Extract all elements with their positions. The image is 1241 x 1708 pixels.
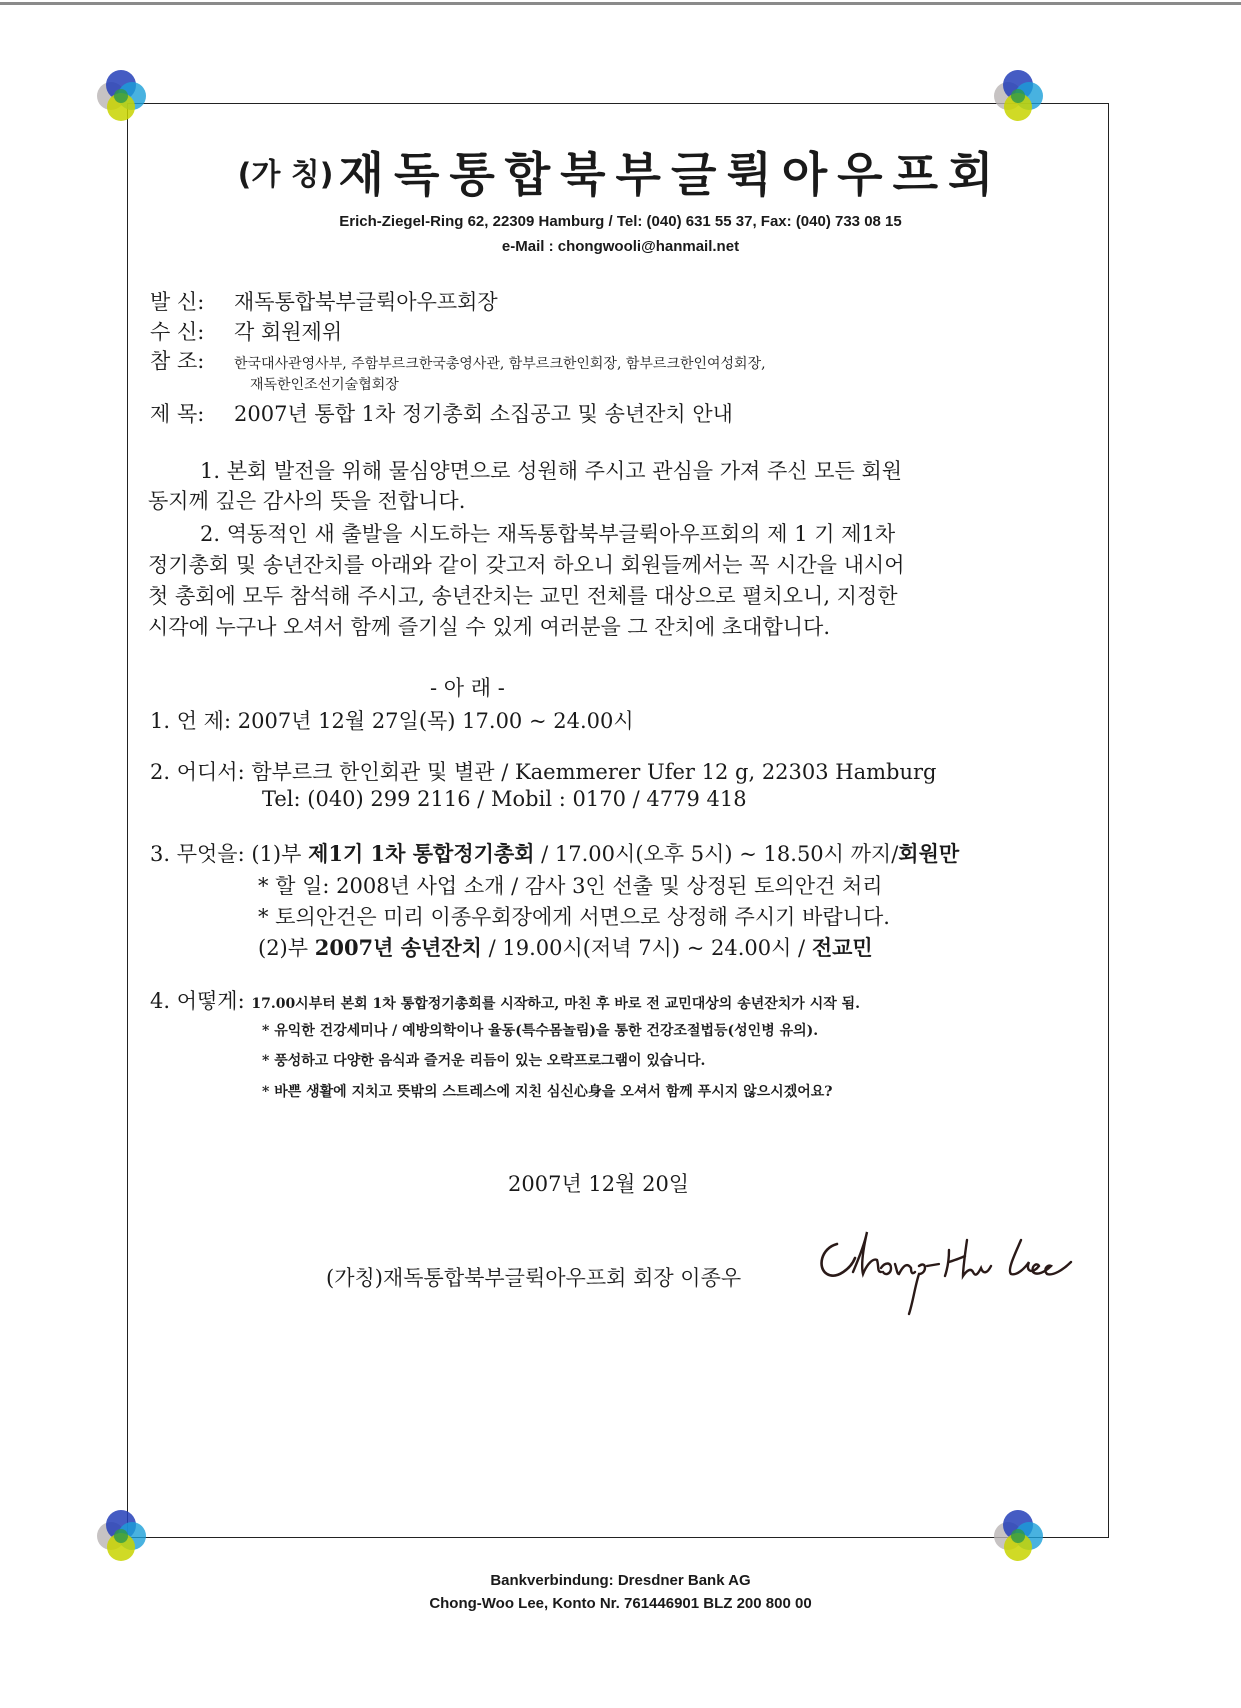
- what-part1-prefix: (1)부: [251, 842, 309, 866]
- to-value: 각 회원제위: [234, 320, 343, 344]
- when-value: 2007년 12월 27일(목) 17.00 ~ 24.00시: [237, 709, 634, 733]
- paragraph-1-line-1: 1. 본회 발전을 위해 물심양면으로 성원해 주시고 관심을 가져 주신 모든 회원: [200, 459, 903, 483]
- when-line: [150, 705, 634, 735]
- paragraph-2-line-4: 시각에 누구나 오셔서 함께 즐기실 수 있게 여러분을 그 잔치에 초대합니다.: [148, 615, 831, 639]
- what-part2-prefix: (2)부: [258, 936, 315, 960]
- corner-ornament-top-left: [88, 63, 154, 129]
- what-part2-time: / 19.00시(저녁 7시) ~ 24.00시 /: [481, 936, 812, 960]
- cc-line: [150, 345, 766, 375]
- details-heading: - 아 래 -: [430, 676, 505, 700]
- what-part2-attendees: 전교민: [811, 935, 873, 960]
- subject-value: 2007년 통합 1차 정기총회 소집공고 및 송년잔치 안내: [234, 402, 733, 426]
- letterhead-address: Erich-Ziegel-Ring 62, 22309 Hamburg / Tel: (040) 631 55 37, Fax: (040) 733 08 15: [339, 213, 902, 230]
- from-label: 발 신:: [150, 290, 205, 314]
- what-part1-attendees: 회원만: [898, 841, 960, 866]
- what-line-1: [150, 838, 959, 868]
- what-line-2: [258, 932, 873, 962]
- letterhead-email: e-Mail : chongwooli@hanmail.net: [501, 238, 740, 255]
- cc-value-2: 재독한인조선기술협회장: [250, 377, 399, 393]
- cc-value-1: 한국대사관영사부, 주함부르크한국총영사관, 함부르크한인회장, 함부르크한인여성회장,: [234, 356, 766, 372]
- how-line: [150, 985, 860, 1015]
- paragraph-1-line-2: 동지께 깊은 감사의 뜻을 전합니다.: [148, 489, 466, 513]
- letterhead-title: [0, 138, 1241, 205]
- subject-line: [150, 398, 733, 428]
- what-part1-time: / 17.00시(오후 5시) ~ 18.50시 까지/: [534, 842, 899, 866]
- where-line: [150, 756, 937, 786]
- how-note-1: * 유익한 건강세미나 / 예방의학이나 율동(특수몸놀림)을 통한 건강조절법등(성인병 유의).: [262, 1023, 819, 1039]
- corner-ornament-bottom-left: [88, 1503, 154, 1569]
- title-prefix: (가 칭): [237, 157, 334, 193]
- paragraph-2-line-2: 정기총회 및 송년잔치를 아래와 같이 갖고저 하오니 회원들께서는 꼭 시간을 내시어: [148, 553, 905, 577]
- where-phone: Tel: (040) 299 2116 / Mobil : 0170 / 4779 418: [262, 787, 747, 811]
- how-note-2: * 풍성하고 다양한 음식과 즐거운 리듬이 있는 오락프로그램이 있습니다.: [262, 1053, 706, 1069]
- scan-top-edge: [0, 2, 1241, 5]
- handwritten-signature: [815, 1210, 1090, 1320]
- corner-ornament-top-right: [985, 63, 1051, 129]
- letter-date: 2007년 12월 20일: [508, 1172, 690, 1196]
- signer-line: (가칭)재독통합북부글뤽아우프회 회장 이종우: [326, 1266, 742, 1290]
- what-note-2: * 토의안건은 미리 이종우회장에게 서면으로 상정해 주시기 바랍니다.: [258, 905, 890, 929]
- from-line: [150, 286, 498, 316]
- how-label: 4. 어떻게:: [150, 989, 245, 1013]
- corner-ornament-bottom-right: [985, 1503, 1051, 1569]
- how-value: 17.00시부터 본회 1차 통합정기총회를 시작하고, 마친 후 바로 전 교민대상의 송년잔치가 시작 됨.: [251, 996, 861, 1012]
- what-note-1: * 할 일: 2008년 사업 소개 / 감사 3인 선출 및 상정된 토의안건 처리: [258, 874, 883, 898]
- organization-name: 재독통합북부글뤽아우프회: [338, 148, 1004, 203]
- cc-label: 참 조:: [150, 349, 205, 373]
- when-label: 1. 언 제:: [150, 709, 232, 733]
- where-label: 2. 어디서:: [150, 760, 245, 784]
- to-line: [150, 316, 342, 346]
- from-value: 재독통합북부글뤽아우프회장: [234, 290, 498, 314]
- where-value: 함부르크 한인회관 및 별관 / Kaemmerer Ufer 12 g, 22303 Hamburg: [251, 760, 937, 784]
- paragraph-2-line-3: 첫 총회에 모두 참석해 주시고, 송년잔치는 교민 전체를 대상으로 펼치오니, 지정한: [148, 584, 898, 608]
- what-part1-event: 제1기 1차 통합정기총회: [308, 841, 535, 866]
- what-part2-event: 2007년 송년잔치: [314, 935, 482, 960]
- paragraph-2-line-1: 2. 역동적인 새 출발을 시도하는 재독통합북부글뤽아우프회의 제 1 기 제1차: [200, 522, 896, 546]
- what-label: 3. 무엇을:: [150, 842, 245, 866]
- footer-account: Chong-Woo Lee, Konto Nr. 761446901 BLZ 200 800 00: [429, 1595, 812, 1612]
- to-label: 수 신:: [150, 320, 205, 344]
- subject-label: 제 목:: [150, 402, 205, 426]
- how-note-3: * 바쁜 생활에 지치고 뜻밖의 스트레스에 지친 심신心身을 오셔서 함께 푸시지 않으시겠어요?: [262, 1084, 833, 1100]
- footer-bank: Bankverbindung: Dresdner Bank AG: [490, 1572, 751, 1589]
